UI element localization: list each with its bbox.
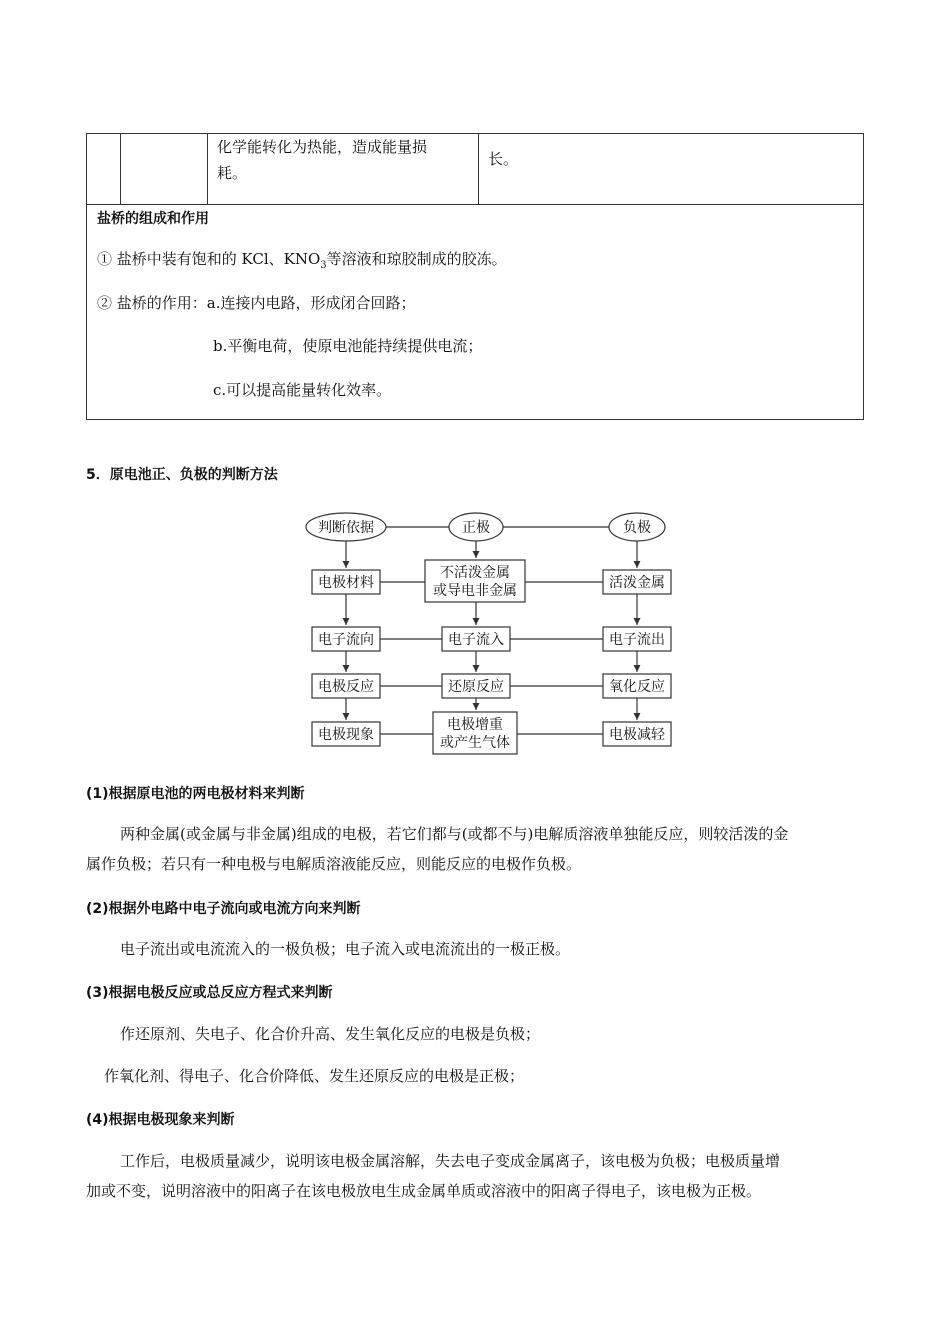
method-2-heading: (2)根据外电路中电子流向或电流方向来判断 [86,901,361,917]
text-active-metal: 活泼金属 [609,575,665,591]
label-negative: 负极 [623,520,651,536]
method-3-text-line1: 作还原剂、失电子、化合价升高、发生氧化反应的电极是负极； [120,1025,541,1043]
section-5-heading: 5．原电池正、负极的判断方法 [86,467,278,483]
text-conductive-nonmetal: 或导电非金属 [433,583,517,599]
salt-bridge-title: 盐桥的组成和作用 [97,211,209,227]
text-oxidation: 氧化反应 [609,679,665,695]
text-electrode-material: 电极材料 [318,575,374,591]
salt-bridge-item-2c: c.可以提高能量转化效率。 [213,381,392,399]
salt-bridge-item-1: ① 盐桥中装有饱和的 KCl、$KNO_3$等溶液和琼胶制成的胶冻。 [97,250,507,271]
table-cell-energy-loss: 化学能转化为热能，造成能量损 耗。 [217,138,428,182]
salt-bridge-item-2b: b.平衡电荷，使原电池能持续提供电流； [213,337,483,355]
label-basis: 判断依据 [318,520,374,536]
table-cell-long: 长。 [488,150,519,168]
method-1-text: 两种金属(或金属与非金属)组成的电极，若它们都与(或都不与)电解质溶液单独能反应，则较活泼的金 属作负极；若只有一种电极与电解质溶液能反应，则能反应的电极作负极。 [86,825,789,873]
text-electron-in: 电子流入 [448,632,504,648]
text-electron-flow: 电子流向 [318,632,374,648]
text-mass-loss: 电极减轻 [609,727,665,743]
method-2-text: 电子流出或电流流入的一极负极；电子流入或电流流出的一极正极。 [120,940,571,958]
method-1-heading: (1)根据原电池的两电极材料来判断 [86,786,305,802]
salt-bridge-item-2: ② 盐桥的作用：a.连接内电路，形成闭合回路； [97,294,416,312]
method-3-text-line2: 作氧化剂、得电子、化合价降低、发生还原反应的电极是正极； [104,1067,525,1085]
text-electrode-reaction: 电极反应 [318,679,374,695]
method-4-heading: (4)根据电极现象来判断 [86,1112,235,1128]
text-gas-produced: 或产生气体 [440,735,510,751]
text-mass-gain: 电极增重 [447,717,503,733]
method-3-heading: (3)根据电极反应或总反应方程式来判断 [86,985,333,1001]
text-electron-out: 电子流出 [609,632,665,648]
label-positive: 正极 [462,520,490,536]
text-electrode-phenomenon: 电极现象 [318,727,374,743]
method-4-text: 工作后，电极质量减少，说明该电极金属溶解，失去电子变成金属离子，该电极为负极；电极质量增 加或不变，说明溶液中的阳离子在该电极放电生成金属单质或溶液中的阳离子得电子，该电极为正极。 [86,1152,781,1200]
text-reduction: 还原反应 [448,679,504,695]
text-inactive-metal: 不活泼金属 [440,565,510,581]
